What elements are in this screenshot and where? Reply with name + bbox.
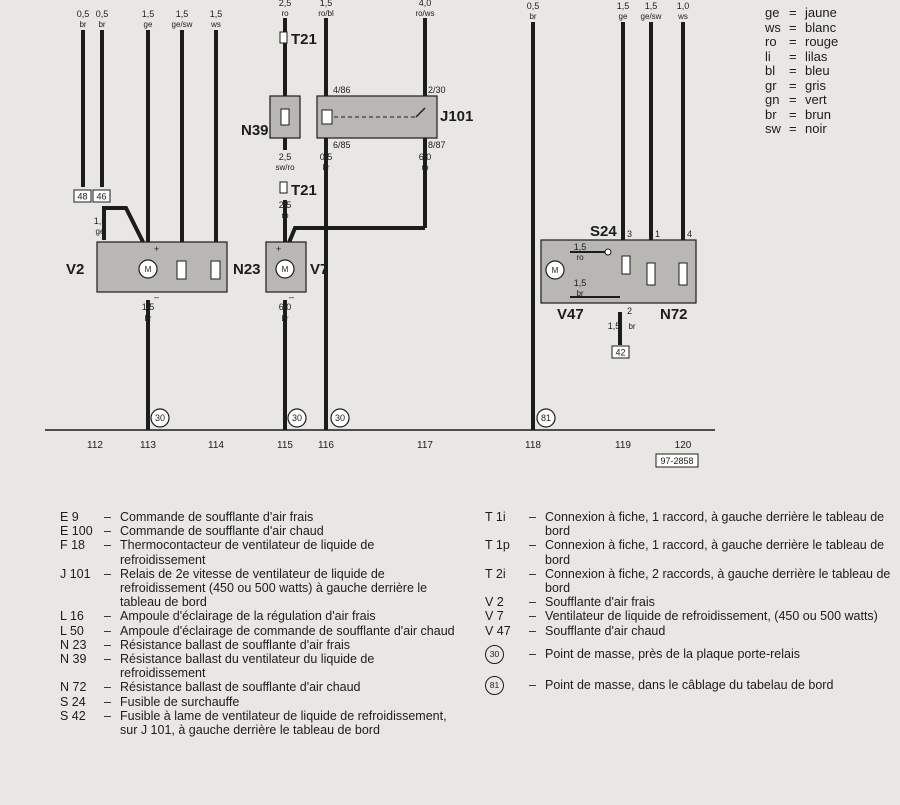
- component-legend-right: [485, 510, 895, 700]
- svg-text:ro: ro: [421, 163, 429, 172]
- component-legend-item: [60, 609, 460, 623]
- dash: –: [529, 677, 536, 692]
- svg-text:br: br: [628, 322, 636, 331]
- component-description: Résistance ballast de soufflante d'air frais: [120, 637, 351, 652]
- n23-resistor-2: [211, 261, 220, 279]
- dash: –: [104, 708, 111, 723]
- svg-text:br: br: [576, 289, 584, 298]
- svg-text:N72: N72: [660, 306, 688, 323]
- component-code: T 2i: [485, 566, 506, 581]
- color-code: ro: [765, 34, 777, 49]
- svg-text:1,5: 1,5: [607, 321, 621, 331]
- dash: –: [104, 538, 111, 553]
- color-code: ge: [765, 5, 780, 20]
- color-code: bl: [765, 63, 776, 78]
- component-description: Soufflante d'air frais: [545, 595, 655, 610]
- figure-id: 97-2858: [660, 456, 694, 466]
- svg-text:6/85: 6/85: [333, 140, 351, 150]
- svg-text:4/86: 4/86: [333, 85, 351, 95]
- svg-text:ro: ro: [281, 9, 289, 18]
- color-name: bleu: [805, 63, 830, 78]
- svg-text:0,5: 0,5: [526, 1, 540, 11]
- component-legend-item: [60, 695, 460, 709]
- svg-text:0,5: 0,5: [95, 9, 109, 19]
- dash: –: [104, 623, 111, 638]
- component-code: T 1i: [485, 510, 506, 524]
- svg-text:120: 120: [674, 440, 692, 451]
- component-description: Résistance ballast de soufflante d'air chaud: [120, 680, 361, 695]
- equals-sign: =: [789, 121, 797, 136]
- color-legend-item: [765, 93, 838, 108]
- svg-text:1,5: 1,5: [319, 0, 333, 8]
- v47-terminal: [605, 249, 611, 255]
- component-legend-item: [60, 624, 460, 638]
- svg-text:M: M: [551, 266, 559, 275]
- svg-text:br: br: [529, 12, 537, 21]
- svg-text:0,5: 0,5: [319, 152, 333, 162]
- component-code: L 50: [60, 623, 84, 638]
- dash: –: [104, 637, 111, 652]
- dash: –: [104, 524, 111, 539]
- svg-text:J101: J101: [440, 108, 474, 125]
- svg-text:S24: S24: [590, 223, 617, 240]
- component-legend-item: [485, 624, 895, 638]
- svg-text:ws: ws: [211, 20, 221, 29]
- component-legend-item: [485, 595, 895, 609]
- svg-text:ge/sw: ge/sw: [171, 20, 193, 29]
- component-legend-item: [60, 652, 460, 680]
- color-name: rouge: [805, 34, 839, 49]
- wire-labels-top: [77, 0, 690, 29]
- component-description: Ampoule d'éclairage de commande de soufflante d'air chaud: [120, 623, 455, 638]
- component-code: E 9: [60, 510, 79, 524]
- svg-text:2: 2: [627, 306, 633, 316]
- svg-text:2,5: 2,5: [278, 152, 292, 162]
- component-code: V 7: [485, 609, 504, 624]
- ground-legend-item: [485, 678, 895, 700]
- svg-text:6,0: 6,0: [278, 302, 292, 312]
- svg-text:ge: ge: [143, 20, 153, 29]
- t21-connector-top: [280, 32, 287, 43]
- svg-text:112: 112: [87, 440, 103, 451]
- svg-text:1: 1: [655, 229, 661, 239]
- svg-text:ro/ws: ro/ws: [415, 9, 435, 18]
- svg-text:1,5: 1,5: [93, 216, 107, 226]
- ground-symbol-icon: 30: [485, 645, 504, 664]
- svg-text:0,5: 0,5: [76, 9, 90, 19]
- svg-text:1,5: 1,5: [616, 1, 630, 11]
- svg-text:118: 118: [525, 440, 541, 451]
- wire-v2-in: [104, 208, 143, 242]
- svg-text:T21: T21: [291, 182, 317, 199]
- svg-text:br: br: [281, 314, 289, 323]
- color-code: br: [765, 106, 777, 122]
- component-code: N 39: [60, 652, 87, 667]
- svg-text:br: br: [322, 163, 330, 172]
- svg-text:114: 114: [208, 440, 224, 451]
- dash: –: [529, 595, 536, 610]
- svg-text:M: M: [144, 265, 152, 274]
- component-legend-left: [60, 510, 460, 737]
- color-name: brun: [805, 106, 832, 122]
- color-legend-item: [765, 108, 838, 123]
- svg-text:ge: ge: [95, 227, 105, 236]
- dash: –: [529, 609, 536, 624]
- svg-text:1,5: 1,5: [644, 1, 658, 11]
- svg-text:6,0: 6,0: [418, 152, 432, 162]
- component-description: Commande de soufflante d'air chaud: [120, 524, 324, 539]
- component-legend-item: [485, 510, 895, 538]
- t21-connector-bottom: [280, 182, 287, 193]
- equals-sign: =: [789, 63, 797, 78]
- svg-text:N39: N39: [241, 122, 269, 139]
- svg-text:1,5: 1,5: [141, 302, 155, 312]
- component-legend-item: [485, 567, 895, 595]
- component-legend-item: [60, 510, 460, 524]
- color-legend: [765, 6, 838, 137]
- svg-text:T21: T21: [291, 31, 317, 48]
- v2-n23-box: [97, 242, 227, 292]
- component-code: S 42: [60, 708, 86, 723]
- svg-text:116: 116: [318, 440, 334, 451]
- component-legend-item: [485, 538, 895, 566]
- component-code: F 18: [60, 538, 86, 553]
- component-description: Connexion à fiche, 1 raccord, à gauche derrière le tableau de bord: [545, 538, 885, 567]
- svg-text:–: –: [154, 292, 160, 302]
- color-legend-item: [765, 79, 838, 94]
- component-legend-item: [60, 638, 460, 652]
- svg-text:ro: ro: [576, 253, 584, 262]
- color-legend-item: [765, 21, 838, 36]
- svg-text:1,0: 1,0: [676, 1, 690, 11]
- dash: –: [104, 566, 111, 581]
- svg-text:1,5: 1,5: [175, 9, 189, 19]
- svg-text:46: 46: [96, 191, 107, 202]
- svg-text:N23: N23: [233, 261, 261, 278]
- n39-resistor: [281, 109, 289, 125]
- dash: –: [104, 694, 111, 709]
- color-code: li: [765, 48, 771, 64]
- equals-sign: =: [789, 5, 797, 20]
- wire-117-to-v7: [288, 228, 425, 245]
- color-legend-item: [765, 50, 838, 65]
- component-code: E 100: [60, 524, 93, 539]
- svg-text:2,5: 2,5: [278, 200, 292, 210]
- svg-text:1,5: 1,5: [209, 9, 223, 19]
- component-description: Commande de soufflante d'air frais: [120, 510, 314, 524]
- component-code: T 1p: [485, 538, 510, 553]
- svg-text:+: +: [154, 244, 160, 254]
- color-name: jaune: [805, 5, 837, 20]
- equals-sign: =: [789, 19, 797, 35]
- svg-text:4,0: 4,0: [418, 0, 432, 8]
- svg-text:119: 119: [615, 440, 631, 451]
- svg-text:V2: V2: [66, 261, 85, 278]
- svg-text:br: br: [98, 20, 106, 29]
- svg-text:br: br: [144, 314, 152, 323]
- color-code: sw: [765, 121, 781, 136]
- equals-sign: =: [789, 34, 797, 49]
- svg-text:30: 30: [334, 413, 346, 423]
- component-description: Ventilateur de liquide de refroidissement, (450 ou 500 watts): [545, 609, 878, 624]
- component-legend-item: [60, 538, 460, 566]
- color-name: vert: [805, 92, 827, 107]
- svg-text:2/30: 2/30: [428, 85, 446, 95]
- component-code: N 23: [60, 637, 87, 652]
- dash: –: [529, 646, 536, 661]
- svg-text:42: 42: [615, 347, 626, 358]
- component-description: Thermocontacteur de ventilateur de liquide de refroidissement: [120, 538, 375, 567]
- component-description: Point de masse, dans le câblage du tabelau de bord: [545, 677, 834, 692]
- dash: –: [529, 510, 536, 524]
- svg-text:–: –: [289, 292, 295, 302]
- s24-fuse: [622, 256, 630, 274]
- ground-legend-item: [485, 647, 895, 669]
- n72-resistor-1: [647, 263, 655, 285]
- svg-text:113: 113: [140, 440, 156, 451]
- component-code: V 2: [485, 595, 504, 610]
- component-description: Point de masse, près de la plaque porte-relais: [545, 646, 801, 661]
- n23-resistor-1: [177, 261, 186, 279]
- color-legend-item: [765, 35, 838, 50]
- dash: –: [104, 510, 111, 524]
- dash: –: [104, 680, 111, 695]
- j101-coil: [322, 110, 332, 124]
- equals-sign: =: [789, 48, 797, 64]
- svg-text:3: 3: [627, 229, 633, 239]
- svg-text:1,5: 1,5: [141, 9, 155, 19]
- svg-text:sw/ro: sw/ro: [275, 163, 295, 172]
- grid-numbers: [87, 440, 692, 451]
- color-legend-item: [765, 122, 838, 137]
- color-name: noir: [805, 121, 827, 136]
- component-legend-item: [60, 524, 460, 538]
- component-legend-item: [60, 680, 460, 694]
- component-code: J 101: [60, 566, 91, 581]
- component-description: Relais de 2e vitesse de ventilateur de liquide de refroidissement (450 ou 500 watts) à gauche derrière le tableau de bord: [120, 566, 428, 610]
- svg-text:V7: V7: [310, 261, 329, 278]
- component-description: Connexion à fiche, 1 raccord, à gauche derrière le tableau de bord: [545, 510, 885, 539]
- component-description: Fusible à lame de ventilateur de liquide de refroidissement, sur J 101, à gauche derrière le tableau de bord: [120, 708, 447, 738]
- component-code: V 47: [485, 623, 511, 638]
- svg-text:81: 81: [540, 413, 552, 423]
- color-code: gn: [765, 92, 780, 107]
- dash: –: [529, 623, 536, 638]
- dash: –: [529, 538, 536, 553]
- svg-text:V47: V47: [557, 306, 584, 323]
- component-code: N 72: [60, 680, 87, 695]
- svg-text:30: 30: [291, 413, 303, 423]
- svg-text:ro/bl: ro/bl: [318, 9, 334, 18]
- color-legend-item: [765, 64, 838, 79]
- svg-text:1,5: 1,5: [573, 278, 587, 288]
- component-description: Soufflante d'air chaud: [545, 623, 666, 638]
- svg-text:+: +: [276, 244, 282, 254]
- color-code: gr: [765, 77, 777, 93]
- svg-text:ro: ro: [281, 211, 289, 220]
- component-legend-item: [60, 709, 460, 737]
- component-code: S 24: [60, 694, 86, 709]
- color-name: gris: [805, 77, 826, 93]
- svg-text:30: 30: [154, 413, 166, 423]
- svg-text:48: 48: [77, 191, 88, 202]
- component-legend-item: [60, 567, 460, 610]
- ground-symbol-icon: 81: [485, 676, 504, 695]
- component-legend-item: [485, 609, 895, 623]
- svg-text:2,5: 2,5: [278, 0, 292, 8]
- equals-sign: =: [789, 92, 797, 107]
- svg-text:M: M: [281, 265, 289, 274]
- svg-text:115: 115: [277, 440, 293, 451]
- equals-sign: =: [789, 77, 797, 93]
- dash: –: [104, 652, 111, 667]
- svg-text:ge: ge: [618, 12, 628, 21]
- svg-text:8/87: 8/87: [428, 140, 446, 150]
- component-description: Fusible de surchauffe: [120, 694, 240, 709]
- svg-text:4: 4: [687, 229, 693, 239]
- component-code: L 16: [60, 609, 84, 624]
- component-description: Connexion à fiche, 2 raccords, à gauche derrière le tableau de bord: [545, 566, 891, 596]
- svg-text:1,5: 1,5: [573, 242, 587, 252]
- component-description: Résistance ballast du ventilateur du liquide de refroidissement: [120, 652, 375, 681]
- svg-text:br: br: [79, 20, 87, 29]
- dash: –: [104, 609, 111, 624]
- equals-sign: =: [789, 106, 797, 122]
- n72-resistor-2: [679, 263, 687, 285]
- dash: –: [529, 566, 536, 581]
- component-description: Ampoule d'éclairage de la régulation d'air frais: [120, 609, 376, 624]
- color-legend-item: [765, 6, 838, 21]
- color-name: blanc: [805, 19, 837, 35]
- svg-text:ge/sw: ge/sw: [640, 12, 662, 21]
- color-name: lilas: [805, 48, 828, 64]
- color-code: ws: [765, 19, 781, 35]
- svg-text:117: 117: [417, 440, 433, 451]
- svg-text:ws: ws: [678, 12, 688, 21]
